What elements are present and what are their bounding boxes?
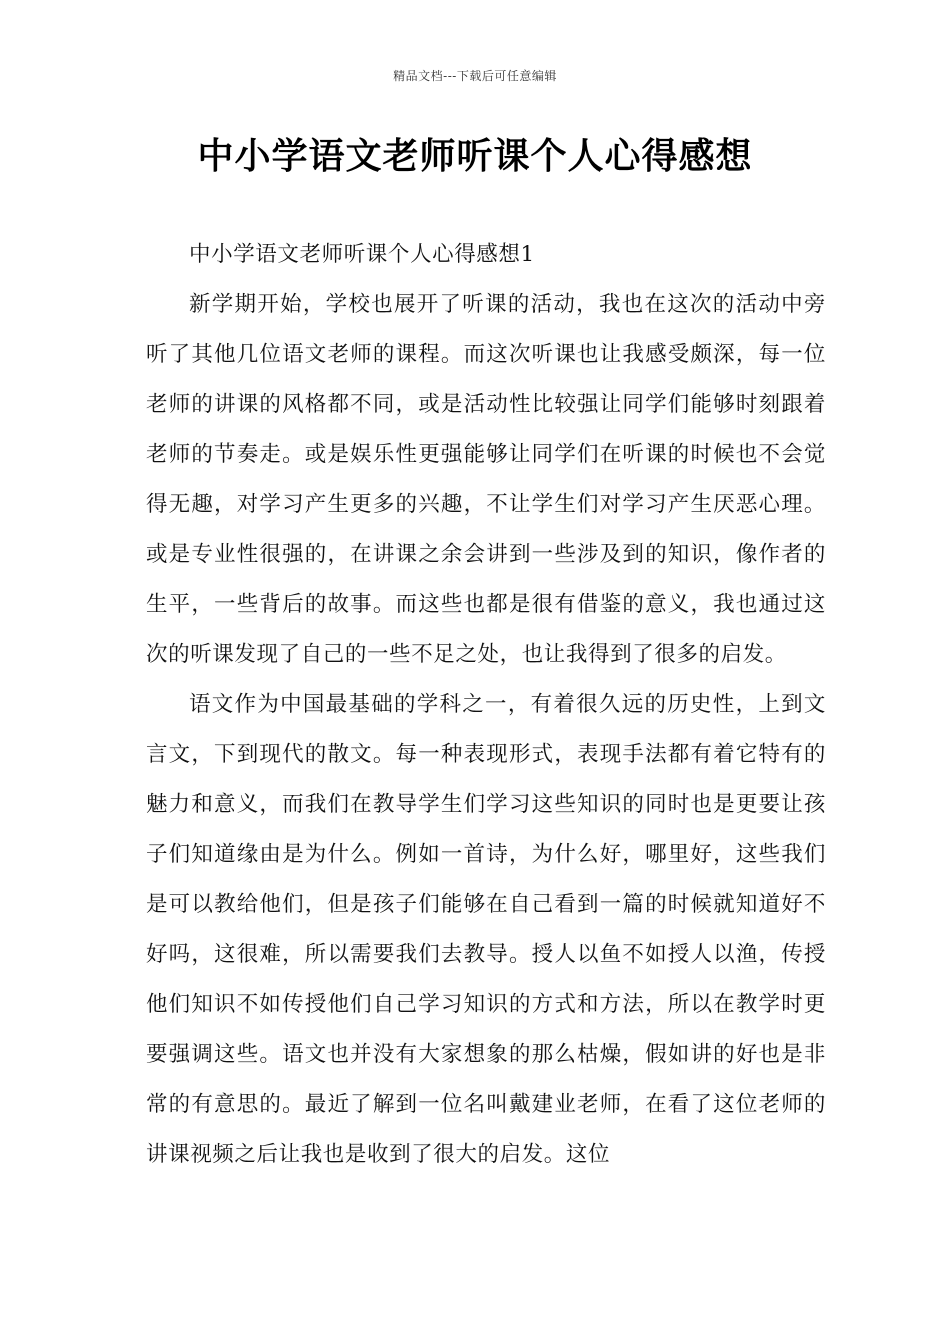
page-header-note: 精品文档---下载后可任意编辑: [393, 69, 557, 83]
document-title: 中小学语文老师听课个人心得感想: [197, 135, 753, 177]
section-subtitle: 中小学语文老师听课个人心得感想1: [189, 242, 535, 267]
document-body: [146, 230, 826, 1180]
paragraph: 新学期开始，学校也展开了听课的活动，我也在这次的活动中旁听了其他几位语文老师的课程。而这次听课也让我感受颇深，每一位老师的讲课的风格都不同，或是活动性比较强让同学们能够时刻跟着老师的节奏走。或是娱乐性更强能够让同学们在听课的时候也不会觉得无趣，对学习产生更多的兴趣，不让学生们对学习产生厌恶心理。或是专业性很强的，在讲课之余会讲到一些涉及到的知识，像作者的生平，一些背后的故事。而这些也都是很有借鉴的意义，我也通过这次的听课发现了自己的一些不足之处，也让我得到了很多的启发。: [146, 292, 826, 667]
paragraph: 语文作为中国最基础的学科之一，有着很久远的历史性，上到文言文，下到现代的散文。每一种表现形式，表现手法都有着它特有的魅力和意义，而我们在教导学生们学习这些知识的同时也是更要让孩子们知道缘由是为什么。例如一首诗，为什么好，哪里好，这些我们是可以教给他们，但是孩子们能够在自己看到一篇的时候就知道好不好吗，这很难，所以需要我们去教导。授人以鱼不如授人以渔，传授他们知识不如传授他们自己学习知识的方式和方法，所以在教学时更要强调这些。语文也并没有大家想象的那么枯燥，假如讲的好也是非常的有意思的。最近了解到一位名叫戴建业老师，在看了这位老师的讲课视频之后让我也是收到了很大的启发。这位: [146, 692, 826, 1167]
